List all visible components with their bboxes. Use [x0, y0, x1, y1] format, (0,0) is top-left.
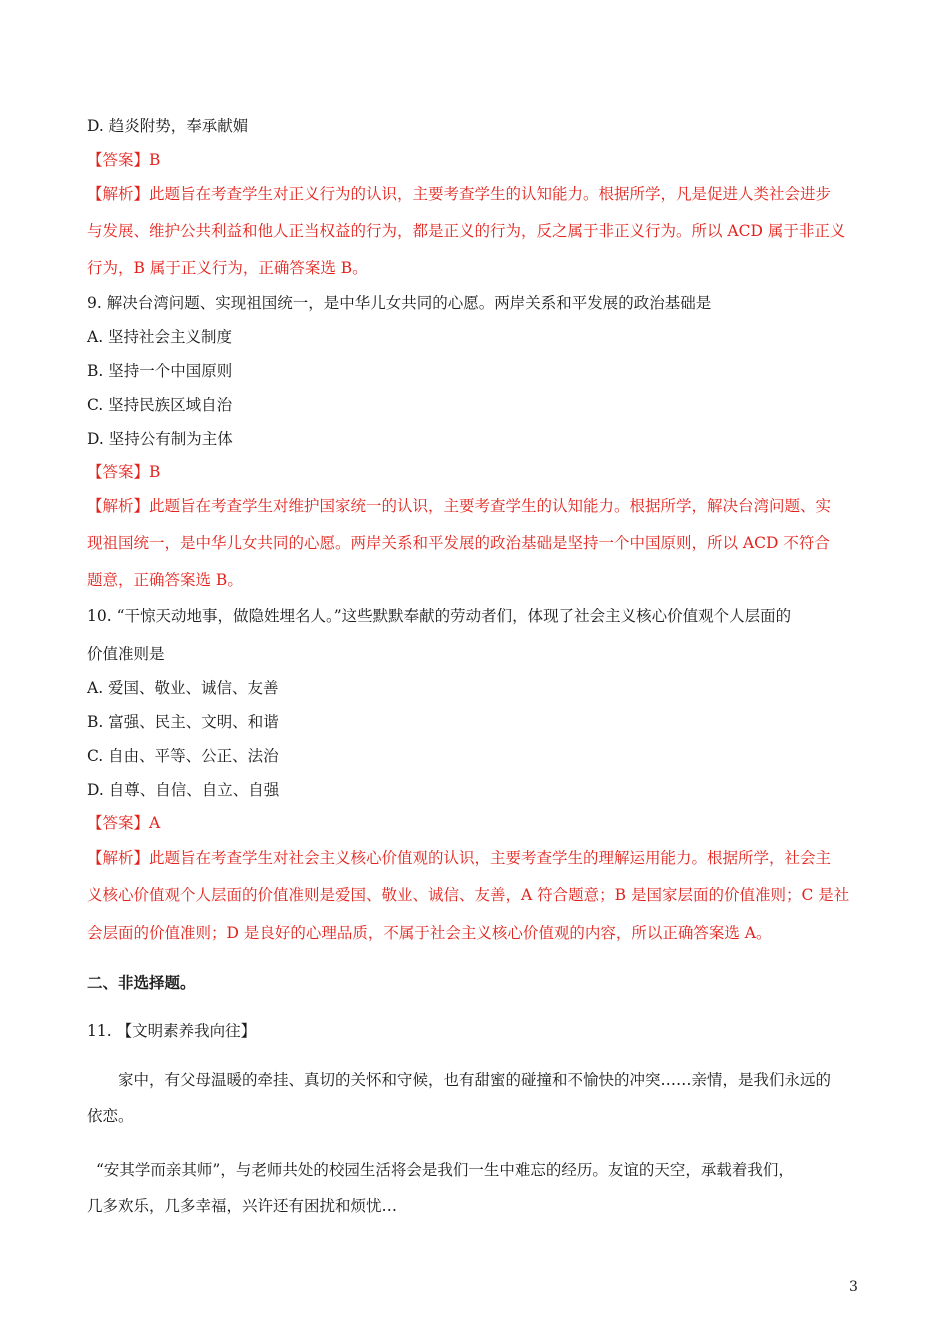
q9-option-b: B. 坚持一个中国原则 — [87, 362, 233, 380]
q10-answer: 【答案】A — [87, 814, 161, 832]
q10-option-a: A. 爱国、敬业、诚信、友善 — [87, 679, 279, 697]
q8-analysis-line-2: 与发展、维护公共利益和他人正当权益的行为，都是正义的行为，反之属于非正义行为。所以 ACD 属于非正义 — [87, 222, 846, 240]
q11-title: 11. 【文明素养我向往】 — [87, 1022, 257, 1040]
q9-analysis-line-3: 题意，正确答案选 B。 — [87, 571, 243, 589]
q11-para1-line-1: 家中，有父母温暖的牵挂、真切的关怀和守候，也有甜蜜的碰撞和不愉快的冲突……亲情，是我们永远的 — [118, 1071, 832, 1089]
section-heading: 二、非选择题。 — [87, 973, 196, 992]
q11-para2-line-2: 几多欢乐，几多幸福，兴许还有困扰和烦忧… — [87, 1197, 398, 1215]
q10-stem-line-1: 10. “干惊天动地事，做隐姓埋名人。”这些默默奉献的劳动者们，体现了社会主义核心价值观个人层面的 — [87, 607, 792, 625]
q11-para1-line-2: 依恋。 — [87, 1107, 134, 1125]
q9-stem: 9. 解决台湾问题、实现祖国统一，是中华儿女共同的心愿。两岸关系和平发展的政治基础是 — [87, 294, 712, 312]
q9-answer: 【答案】B — [87, 463, 161, 481]
q10-analysis-line-1: 【解析】此题旨在考查学生对社会主义核心价值观的认识，主要考查学生的理解运用能力。根据所学，社会主 — [87, 849, 832, 867]
q9-analysis-line-1: 【解析】此题旨在考查学生对维护国家统一的认识，主要考查学生的认知能力。根据所学，解决台湾问题、实 — [87, 497, 832, 515]
q9-option-d: D. 坚持公有制为主体 — [87, 430, 233, 448]
q10-stem-line-2: 价值准则是 — [87, 645, 165, 663]
q9-option-c: C. 坚持民族区域自治 — [87, 396, 233, 414]
q9-option-a: A. 坚持社会主义制度 — [87, 328, 233, 346]
q9-analysis-line-2: 现祖国统一，是中华儿女共同的心愿。两岸关系和平发展的政治基础是坚持一个中国原则，所以 ACD 不符合 — [87, 534, 830, 552]
q8-option-d: D. 趋炎附势，奉承献媚 — [87, 117, 249, 135]
q8-analysis-line-3: 行为，B 属于正义行为，正确答案选 B。 — [87, 259, 368, 277]
q10-analysis-line-2: 义核心价值观个人层面的价值准则是爱国、敬业、诚信、友善，A 符合题意；B 是国家层面的价值准则；C 是社 — [87, 886, 850, 904]
q10-option-b: B. 富强、民主、文明、和谐 — [87, 713, 279, 731]
q10-option-d: D. 自尊、自信、自立、自强 — [87, 781, 280, 799]
q11-para2-line-1: “安其学而亲其师”，与老师共处的校园生活将会是我们一生中难忘的经历。友谊的天空，承载着我们， — [96, 1161, 794, 1179]
q10-option-c: C. 自由、平等、公正、法治 — [87, 747, 279, 765]
page-number: 3 — [849, 1279, 858, 1295]
q8-answer: 【答案】B — [87, 151, 161, 169]
q8-analysis-line-1: 【解析】此题旨在考查学生对正义行为的认识，主要考查学生的认知能力。根据所学，凡是促进人类社会进步 — [87, 185, 832, 203]
q10-analysis-line-3: 会层面的价值准则；D 是良好的心理品质，不属于社会主义核心价值观的内容，所以正确答案选 A。 — [87, 924, 772, 942]
